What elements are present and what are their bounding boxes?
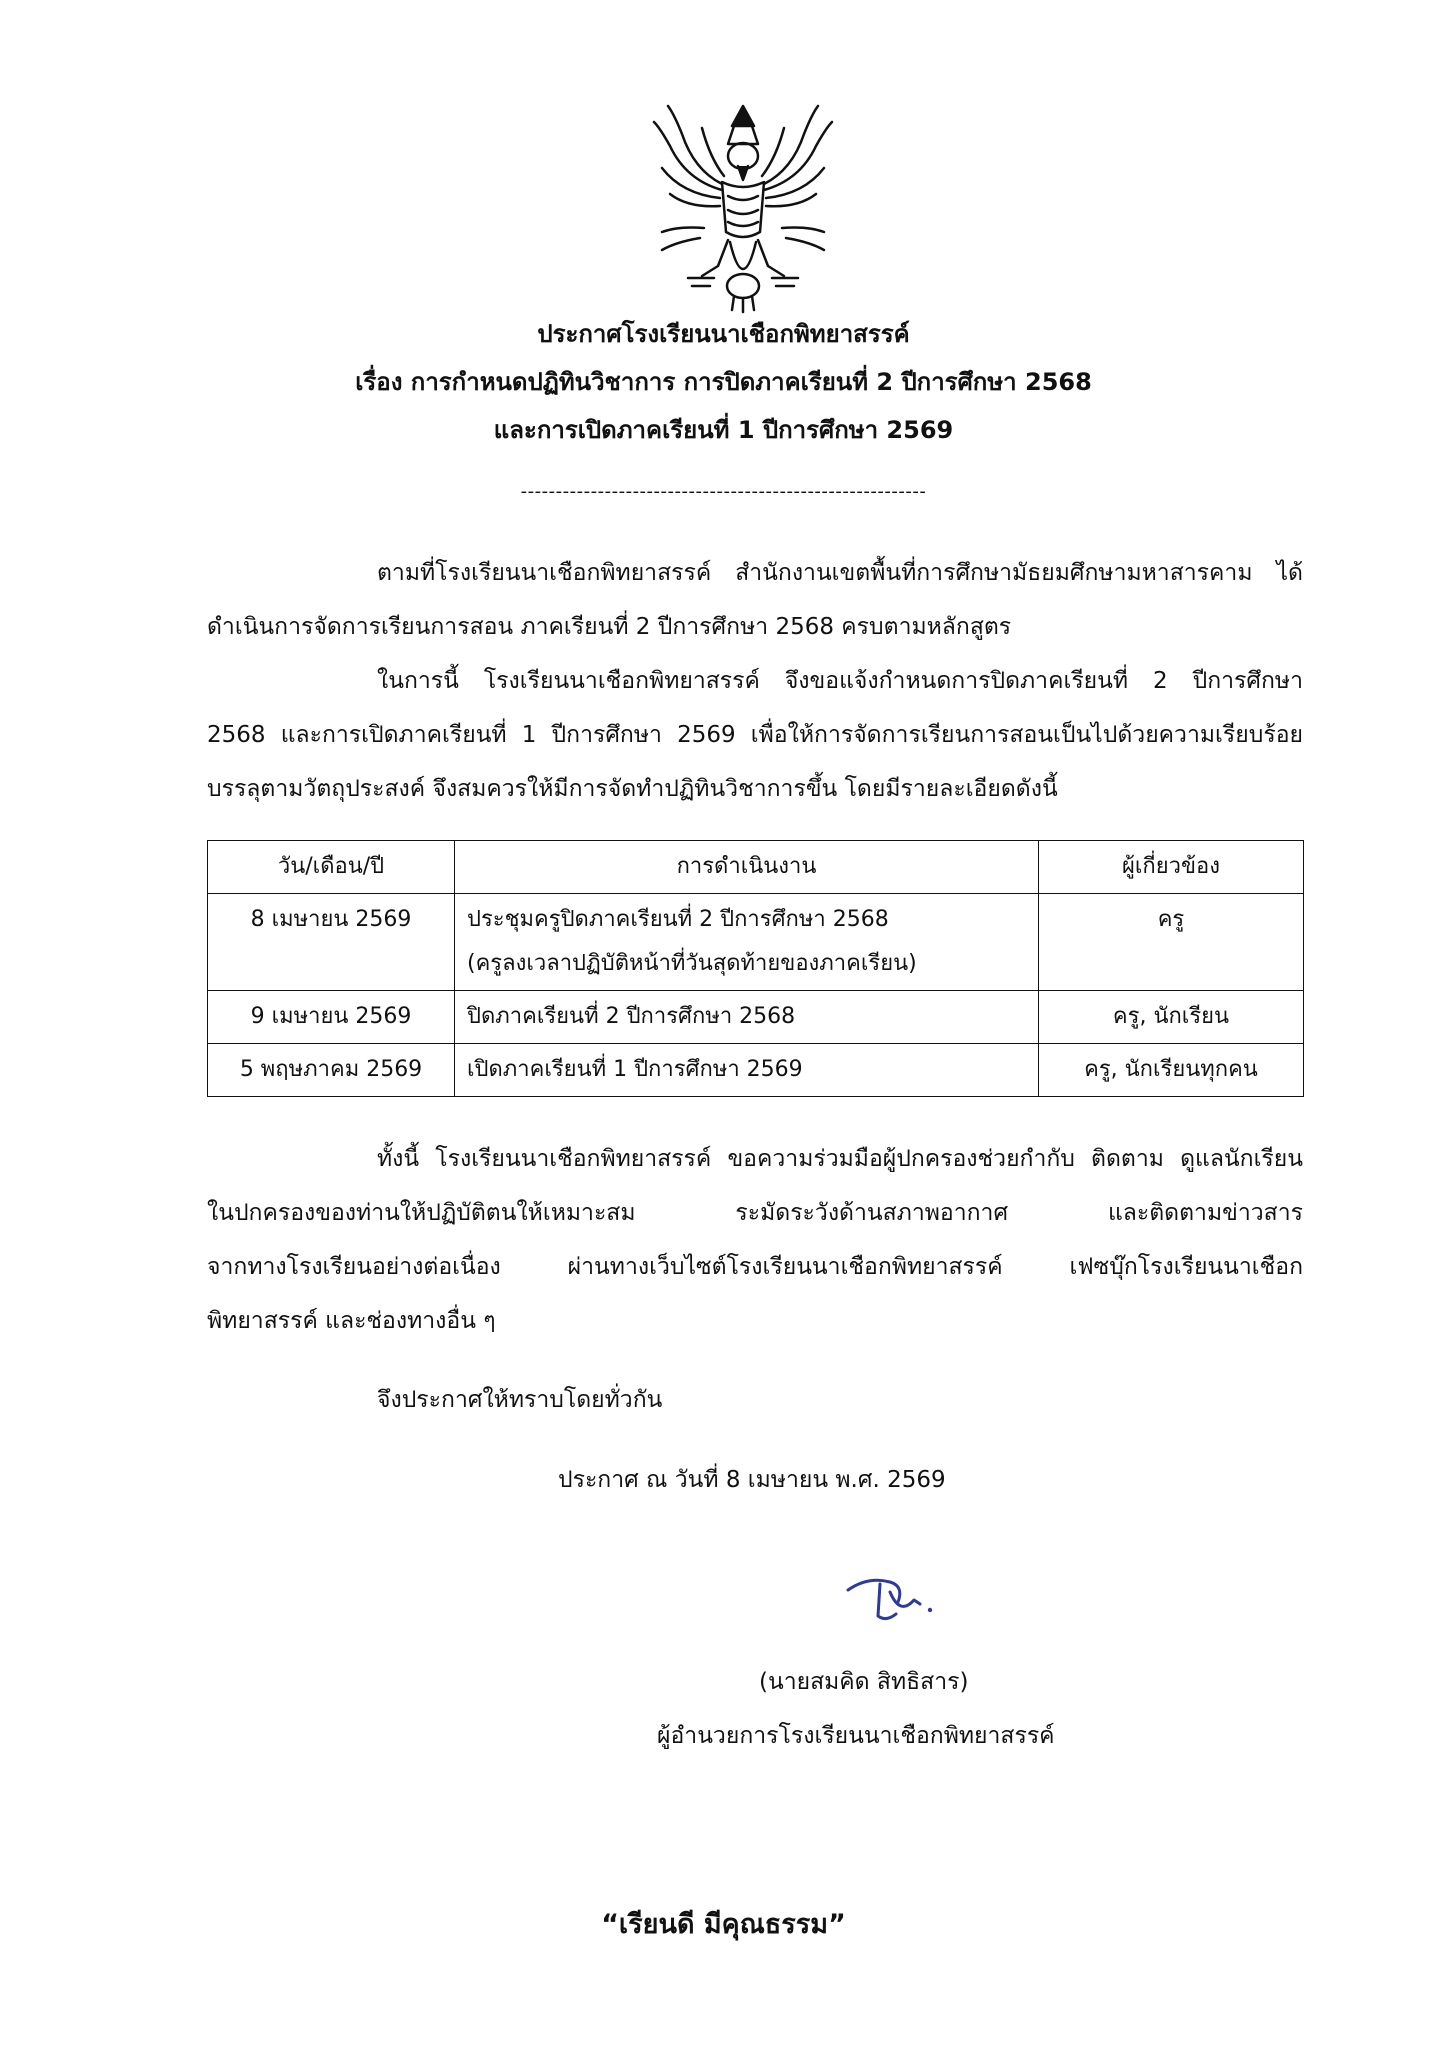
- paragraph-line: ในปกครองของท่านให้ปฏิบัติตนให้เหมาะสม ระมัดระวังด้านสภาพอากาศ และติดตามข่าวสาร: [207, 1200, 1303, 1226]
- cell-date: 8 เมษายน 2569: [208, 894, 455, 991]
- paragraph-line: ดำเนินการจัดการเรียนการสอน ภาคเรียนที่ 2 ปีการศึกษา 2568 ครบตามหลักสูตร: [207, 614, 1012, 640]
- cell-people: ครู, นักเรียน: [1039, 991, 1304, 1044]
- cell-activity: [455, 991, 1039, 1044]
- paragraph-cooperation: [207, 1132, 1303, 1348]
- table-header-row: [208, 841, 1304, 894]
- activity-line: เปิดภาคเรียนที่ 1 ปีการศึกษา 2569: [467, 1057, 803, 1082]
- cell-date: 5 พฤษภาคม 2569: [208, 1044, 455, 1097]
- paragraph-line: ในการนี้ โรงเรียนนาเชือกพิทยาสรรค์ จึงขอแจ้งกำหนดการปิดภาคเรียนที่ 2 ปีการศึกษา: [377, 668, 1303, 694]
- document-subject-line2: และการเปิดภาคเรียนที่ 1 ปีการศึกษา 2569: [493, 416, 954, 444]
- announcement-date: ประกาศ ณ วันที่ 8 เมษายน พ.ศ. 2569: [558, 1467, 946, 1493]
- cell-activity: [455, 1044, 1039, 1097]
- paragraph-line: 2568 และการเปิดภาคเรียนที่ 1 ปีการศึกษา 2569 เพื่อให้การจัดการเรียนการสอนเป็นไปด้วยความเรียบร้อย: [207, 722, 1303, 748]
- cell-date: 9 เมษายน 2569: [208, 991, 455, 1044]
- document-title: ประกาศโรงเรียนนาเชือกพิทยาสรรค์: [537, 320, 910, 348]
- closing-statement: จึงประกาศให้ทราบโดยทั่วกัน: [377, 1387, 663, 1413]
- paragraph-intro: [207, 546, 1303, 654]
- schedule-table: [207, 840, 1304, 1097]
- activity-line: ปิดภาคเรียนที่ 2 ปีการศึกษา 2568: [467, 1004, 796, 1029]
- column-header-activity: การดำเนินงาน: [455, 841, 1039, 894]
- title-divider: ----------------------------------------------------------: [520, 481, 927, 502]
- paragraph-line: ทั้งนี้ โรงเรียนนาเชือกพิทยาสรรค์ ขอความร่วมมือผู้ปกครองช่วยกำกับ ติดตาม ดูแลนักเรียน: [377, 1146, 1303, 1172]
- garuda-emblem-icon: [648, 100, 838, 315]
- handwritten-signature-icon: [840, 1570, 940, 1632]
- signer-name: (นายสมคิด สิทธิสาร): [759, 1669, 969, 1695]
- table-row: [208, 991, 1304, 1044]
- paragraph-line: บรรลุตามวัตถุประสงค์ จึงสมควรให้มีการจัดทำปฏิทินวิชาการขึ้น โดยมีรายละเอียดดังนี้: [207, 776, 1058, 802]
- cell-activity: [455, 894, 1039, 991]
- table-row: [208, 1044, 1304, 1097]
- paragraph-line: พิทยาสรรค์ และช่องทางอื่น ๆ: [207, 1308, 496, 1334]
- cell-people: ครู: [1039, 894, 1304, 991]
- column-header-people: ผู้เกี่ยวข้อง: [1039, 841, 1304, 894]
- column-header-date: วัน/เดือน/ปี: [208, 841, 455, 894]
- school-motto: “เรียนดี มีคุณธรรม”: [601, 1909, 846, 1940]
- paragraph-line: จากทางโรงเรียนอย่างต่อเนื่อง ผ่านทางเว็บไซต์โรงเรียนนาเชือกพิทยาสรรค์ เฟซบุ๊กโรงเรียนนาเชือก: [207, 1254, 1303, 1280]
- paragraph-announcement: [207, 654, 1303, 816]
- activity-line: ประชุมครูปิดภาคเรียนที่ 2 ปีการศึกษา 2568: [467, 907, 889, 932]
- signer-position: ผู้อำนวยการโรงเรียนนาเชือกพิทยาสรรค์: [657, 1723, 1055, 1749]
- document-subject: เรื่อง การกำหนดปฏิทินวิชาการ การปิดภาคเรียนที่ 2 ปีการศึกษา 2568: [355, 368, 1092, 396]
- activity-line: (ครูลงเวลาปฏิบัติหน้าที่วันสุดท้ายของภาคเรียน): [467, 951, 917, 976]
- paragraph-line: ตามที่โรงเรียนนาเชือกพิทยาสรรค์ สำนักงานเขตพื้นที่การศึกษามัธยมศึกษามหาสารคาม ได้: [377, 560, 1303, 586]
- table-row: [208, 894, 1304, 991]
- cell-people: ครู, นักเรียนทุกคน: [1039, 1044, 1304, 1097]
